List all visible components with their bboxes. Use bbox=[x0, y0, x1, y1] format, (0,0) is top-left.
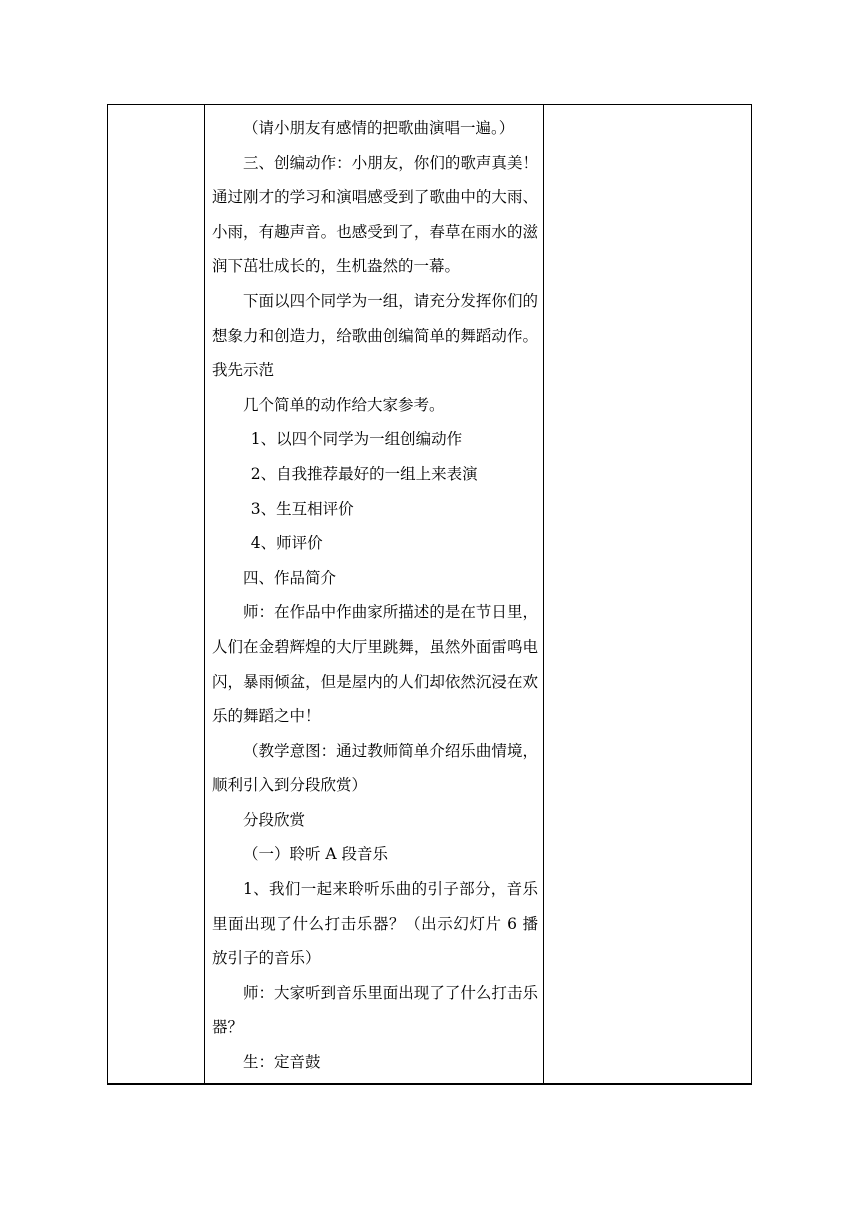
table-left-border bbox=[107, 104, 108, 1084]
paragraph-teacher-intro: 师：在作品中作曲家所描述的是在节日里，人们在金碧辉煌的大厅里跳舞，虽然外面雷鸣电闪，暴雨倾盆，但是屋内的人们却依然沉浸在欢乐的舞蹈之中！ bbox=[212, 603, 538, 726]
paragraph-listen-a-section: （一）聆听 A 段音乐 bbox=[243, 845, 389, 864]
list-item-step-3: 3、生互相评价 bbox=[250, 499, 354, 518]
list-item-step-2: 2、自我推荐最好的一组上来表演 bbox=[250, 464, 478, 483]
table-right-border bbox=[751, 104, 752, 1084]
paragraph-reference: 几个简单的动作给大家参考。 bbox=[243, 395, 445, 414]
paragraph-student-answer: 生：定音鼓 bbox=[243, 1053, 321, 1072]
column-divider-2 bbox=[543, 104, 544, 1084]
paragraph-segment-appreciation: 分段欣赏 bbox=[243, 810, 306, 829]
paragraph-teacher-question: 师：大家听到音乐里面出现了了什么打击乐器？ bbox=[212, 983, 538, 1037]
lesson-content-cell bbox=[212, 111, 538, 1080]
column-divider-1 bbox=[204, 104, 205, 1084]
list-item-step-4: 4、师评价 bbox=[250, 534, 323, 553]
list-item-step-1: 1、以四个同学为一组创编动作 bbox=[250, 430, 463, 449]
section-heading-work-intro: 四、作品简介 bbox=[243, 568, 337, 587]
paragraph-sing-again: （请小朋友有感情的把歌曲演唱一遍。） bbox=[243, 119, 515, 137]
paragraph-listen-intro: 1、我们一起来聆听乐曲的引子部分，音乐里面出现了什么打击乐器？（出示幻灯片 6 播放引子的音乐） bbox=[212, 880, 538, 968]
paragraph-teaching-intent: （教学意图：通过教师简单介绍乐曲情境，顺利引入到分段欣赏） bbox=[212, 741, 538, 795]
paragraph-group-instructions: 下面以四个同学为一组，请充分发挥你们的想象力和创造力，给歌曲创编简单的舞蹈动作。我先示范 bbox=[212, 291, 538, 380]
paragraph-create-movements: 三、创编动作：小朋友，你们的歌声真美！通过刚才的学习和演唱感受到了歌曲中的大雨、小雨，有趣声音。也感受到了，春草在雨水的滋润下茁壮成长的，生机盎然的一幕。 bbox=[212, 153, 538, 276]
